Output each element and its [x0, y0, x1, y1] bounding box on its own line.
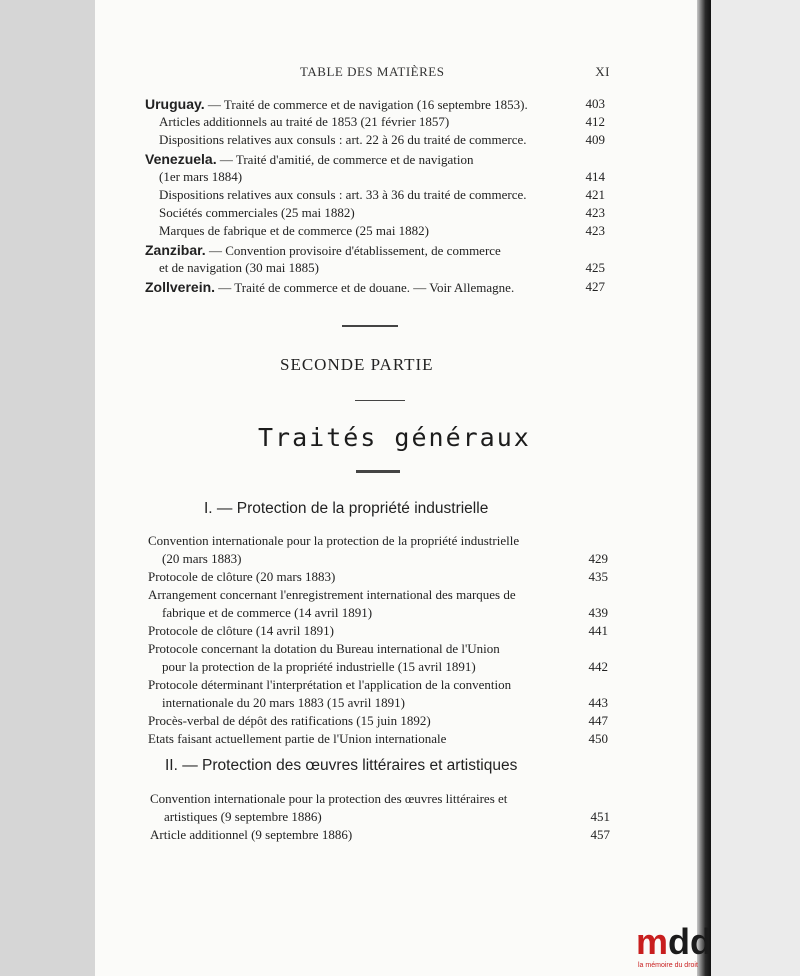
ornament-rule: [342, 325, 398, 327]
toc-page-number: 429: [588, 551, 608, 566]
toc-page-number: 457: [590, 827, 610, 842]
toc-entry-text: (1er mars 1884): [159, 169, 243, 184]
toc-entry: [148, 604, 608, 622]
toc-entry: [148, 622, 608, 640]
toc-page-number: 427: [585, 279, 605, 294]
toc-entry-text: — Convention provisoire d'établissement, de commerce: [205, 243, 501, 258]
toc-entry-text: pour la protection de la propriété industrielle (15 avril 1891): [162, 659, 476, 674]
toc-page-number: 447: [588, 713, 608, 728]
country-name: Zanzibar.: [145, 242, 206, 258]
toc-entry: [148, 550, 608, 568]
toc-entry-text: Arrangement concernant l'enregistrement international des marques de: [148, 587, 516, 602]
toc-entry-text: Convention internationale pour la protection des œuvres littéraires et: [150, 791, 508, 806]
book-spine-shadow: [697, 0, 711, 976]
toc-entry-text: Protocole de clôture (20 mars 1883): [148, 569, 336, 584]
toc-entry: [145, 278, 605, 296]
toc-entry: [145, 131, 605, 149]
toc-entry-text: Dispositions relatives aux consuls : art. 33 à 36 du traité de commerce.: [159, 187, 527, 202]
toc-page-number: 423: [585, 223, 605, 238]
toc-entry-text: Protocole déterminant l'interprétation et l'application de la convention: [148, 677, 512, 692]
toc-page-number: 421: [585, 187, 605, 202]
toc-entry: [145, 95, 605, 113]
toc-entry-text: Etats faisant actuellement partie de l'Union internationale: [148, 731, 447, 746]
running-head-title: TABLE DES MATIÈRES: [300, 64, 445, 79]
toc-entry: [150, 826, 610, 844]
toc-entry-text: — Traité d'amitié, de commerce et de navigation: [216, 152, 474, 167]
part-heading: SECONDE PARTIE: [280, 355, 434, 374]
toc-page-number: 443: [588, 695, 608, 710]
mdd-logo-watermark: [636, 921, 716, 974]
toc-entry: [145, 204, 605, 222]
toc-entry: [150, 790, 610, 808]
toc-entry-text: fabrique et de commerce (14 avril 1891): [162, 605, 373, 620]
toc-page-number: 442: [588, 659, 608, 674]
toc-entry-text: internationale du 20 mars 1883 (15 avril 1891): [162, 695, 405, 710]
toc-entry-text: — Traité de commerce et de douane. — Voir Allemagne.: [215, 280, 515, 295]
toc-entry: [148, 676, 608, 694]
toc-entry-text: artistiques (9 septembre 1886): [164, 809, 322, 824]
toc-entry-text: Article additionnel (9 septembre 1886): [150, 827, 353, 842]
toc-entry: [145, 168, 605, 186]
toc-entry: [148, 658, 608, 676]
toc-entry-text: Marques de fabrique et de commerce (25 mai 1882): [159, 223, 430, 238]
toc-entry-text: Procès-verbal de dépôt des ratifications (15 juin 1892): [148, 713, 431, 728]
ornament-rule: [356, 470, 400, 473]
toc-page-number: 451: [590, 809, 610, 824]
toc-entry: [145, 150, 605, 168]
mdd-logo-icon: mdd: [636, 921, 712, 962]
section-heading: II. — Protection des œuvres littéraires et artistiques: [165, 757, 518, 774]
running-head-page-number: XI: [595, 64, 610, 79]
toc-page-number: 414: [585, 169, 605, 184]
logo-tagline: la mémoire du droit: [638, 962, 698, 969]
toc-entry-text: Articles additionnels au traité de 1853 (21 février 1857): [159, 114, 450, 129]
scan-margin-right: [708, 0, 800, 976]
toc-entry: [145, 222, 605, 240]
toc-entry: [148, 640, 608, 658]
toc-entry: [145, 186, 605, 204]
toc-entry: [150, 808, 610, 826]
toc-entry: [145, 241, 605, 259]
toc-entry-text: Dispositions relatives aux consuls : art. 22 à 26 du traité de commerce.: [159, 132, 527, 147]
toc-entry: [148, 694, 608, 712]
toc-entry-text: Protocole de clôture (14 avril 1891): [148, 623, 334, 638]
scan-margin-left: [0, 0, 95, 976]
toc-entry-text: et de navigation (30 mai 1885): [159, 260, 319, 275]
country-name: Uruguay.: [145, 96, 205, 112]
toc-entry: [145, 259, 605, 277]
country-name: Venezuela.: [145, 151, 217, 167]
toc-page-number: 423: [585, 205, 605, 220]
toc-page-number: 435: [588, 569, 608, 584]
toc-page-number: 403: [585, 96, 605, 111]
country-name: Zollverein.: [145, 279, 216, 295]
toc-entry: [148, 712, 608, 730]
main-title: Traités généraux: [258, 423, 531, 452]
toc-page-number: 412: [585, 114, 605, 129]
toc-entry-text: — Traité de commerce et de navigation (16 septembre 1853).: [204, 97, 528, 112]
toc-entry-text: Sociétés commerciales (25 mai 1882): [159, 205, 355, 220]
toc-entry: [148, 586, 608, 604]
toc-entry: [148, 532, 608, 550]
section-heading: I. — Protection de la propriété industrielle: [204, 500, 489, 517]
toc-entry-text: (20 mars 1883): [162, 551, 242, 566]
toc-page-number: 425: [585, 260, 605, 275]
toc-page-number: 441: [588, 623, 608, 638]
toc-entry: [148, 568, 608, 586]
toc-entry: [148, 730, 608, 748]
toc-entry-text: Convention internationale pour la protection de la propriété industrielle: [148, 533, 520, 548]
toc-page-number: 439: [588, 605, 608, 620]
ornament-rule: [355, 400, 405, 401]
toc-page-number: 409: [585, 132, 605, 147]
toc-entry-text: Protocole concernant la dotation du Bureau international de l'Union: [148, 641, 500, 656]
toc-entry: [145, 113, 605, 131]
toc-page-number: 450: [588, 731, 608, 746]
